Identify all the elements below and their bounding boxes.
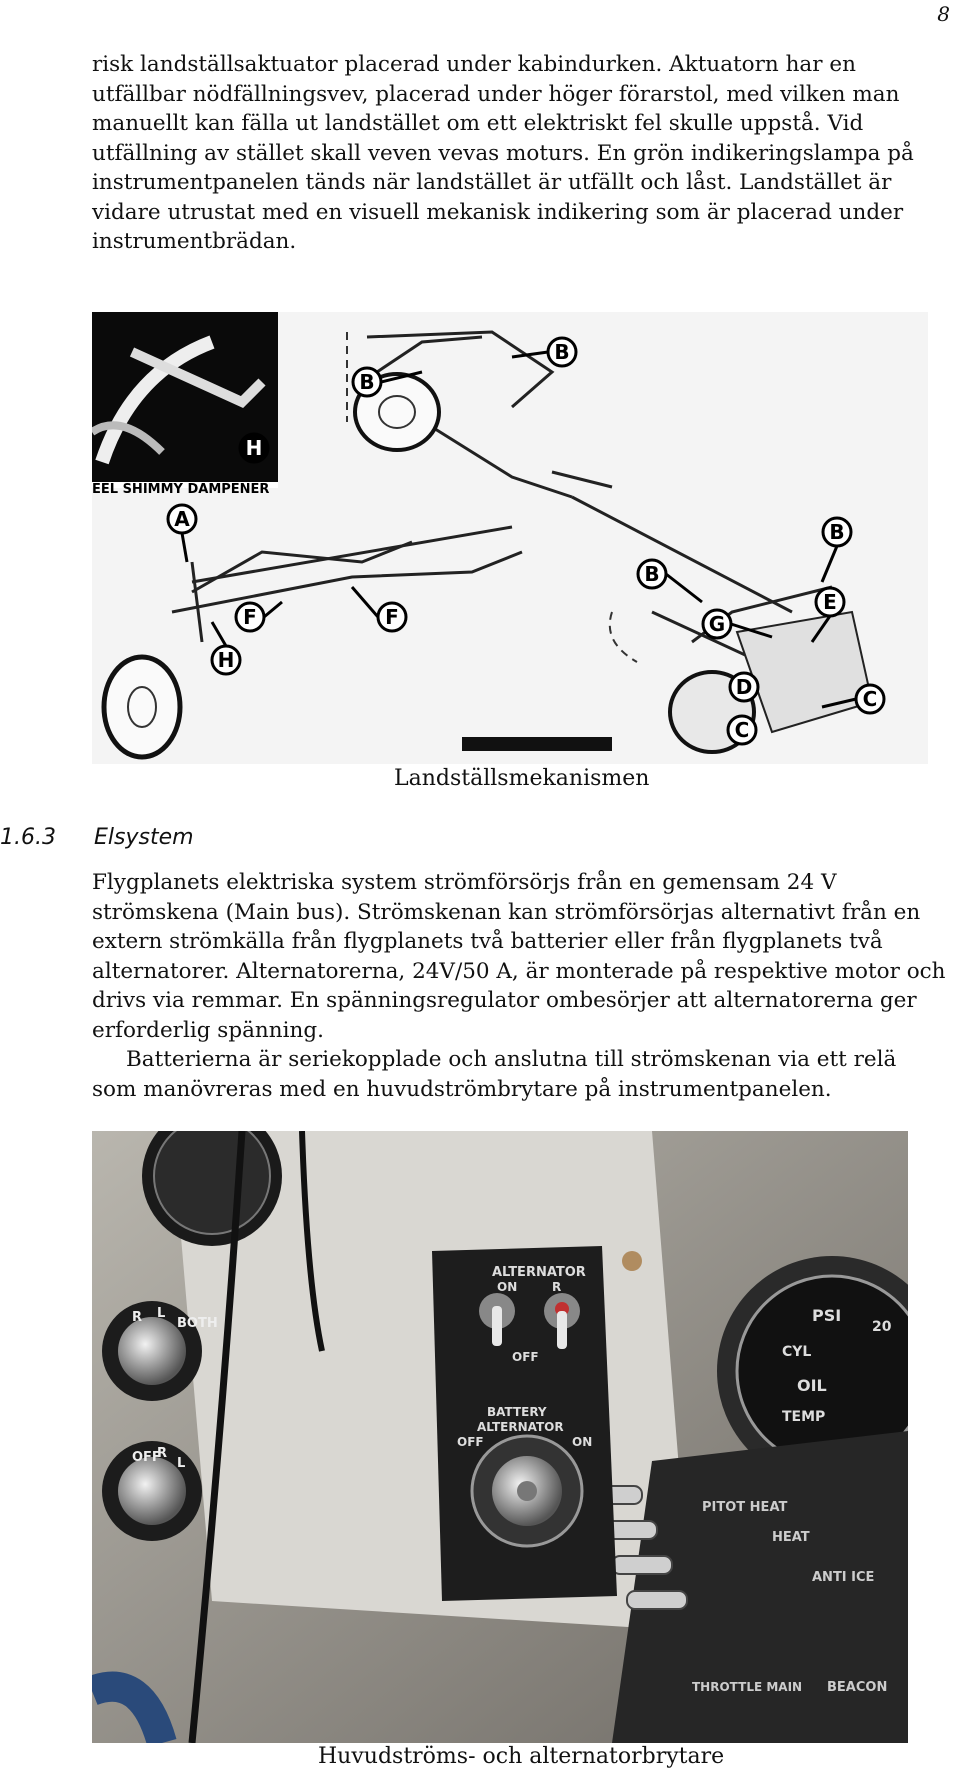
section-number: 1.6.3 xyxy=(0,825,56,850)
label-alt-r: R xyxy=(552,1280,562,1294)
callout-c1: C xyxy=(862,687,878,711)
label-battery-off: OFF xyxy=(457,1435,484,1449)
label-battery-alternator: ALTERNATOR xyxy=(477,1420,564,1434)
label-alternator: ALTERNATOR xyxy=(492,1265,586,1280)
gauge-oil: OIL xyxy=(797,1376,827,1395)
switch-panel-caption: Huvudströms- och alternatorbrytare xyxy=(318,1744,725,1769)
label-beacon: BEACON xyxy=(827,1680,888,1695)
label-anti-ice: ANTI ICE xyxy=(812,1570,875,1585)
mag2-l: L xyxy=(177,1456,186,1471)
section-title: Elsystem xyxy=(94,825,194,850)
alternator-right-toggle xyxy=(557,1311,567,1349)
page-number: 8 xyxy=(937,2,950,26)
switch-panel-drawing xyxy=(92,1131,908,1743)
callout-h2: H xyxy=(217,648,235,672)
gauge-cyl: CYL xyxy=(782,1344,812,1360)
alternator-left-toggle xyxy=(492,1306,502,1346)
section-heading xyxy=(0,824,194,852)
callout-g: G xyxy=(708,612,726,636)
callout-d: D xyxy=(735,675,753,699)
mag2-off: OFF xyxy=(132,1450,161,1465)
label-alt-off: OFF xyxy=(512,1350,539,1364)
callout-b3: B xyxy=(829,520,845,544)
inset-label: EEL SHIMMY DAMPENER xyxy=(92,482,270,497)
landing-gear-drawing xyxy=(92,312,928,764)
label-alt-on: ON xyxy=(497,1280,518,1294)
gauge-20: 20 xyxy=(872,1319,892,1335)
callout-h1: H xyxy=(245,436,263,460)
label-pitot-heat: PITOT HEAT xyxy=(702,1500,788,1515)
electrical-paragraph-2: Batterierna är seriekopplade och anslutna till strömskenan via ett relä som manövreras med en huvudströmbrytare på instrumentpanelen. xyxy=(92,1047,897,1102)
callout-e: E xyxy=(823,590,837,614)
gauge-psi: PSI xyxy=(812,1306,842,1325)
label-battery: BATTERY xyxy=(487,1405,547,1419)
label-throttle-main: THROTTLE MAIN xyxy=(692,1680,803,1694)
mag1-both: BOTH xyxy=(177,1316,218,1331)
callout-a: A xyxy=(174,507,190,531)
callout-f2: F xyxy=(385,605,399,629)
electrical-paragraph-1: Flygplanets elektriska system strömförsörjs från en gemensam 24 V strömskena (Main bus). Strömskenan kan strömförsörjas alternativt från en extern strömkälla från flygplanets två batterier eller från flygplanets två alternatorer. Alternatorerna, 24V/50 A, är monterade på respektive motor och drivs via remmar. En spänningsregulator ombesörjer att alternatorerna ger erforderlig spänning. xyxy=(92,870,946,1043)
electrical-text xyxy=(92,868,947,1104)
switch-panel-photo xyxy=(92,1131,908,1743)
mag1-off: R xyxy=(132,1310,143,1325)
intro-paragraph: risk landställsaktuator placerad under kabindurken. Aktuatorn har en utfällbar nödfällningsvev, placerad under höger förarstol, med vilken man manuellt kan fälla ut landstället om ett elektriskt fel skulle uppstå. Vid utfällning av stället skall veven vevas moturs. En grön indikeringslampa på instrumentpanelen tänds när landstället är utfällt och låst. Landstället är vidare utrustat med en visuell mekanisk indikering som är placerad under instrumentbrädan. xyxy=(92,52,914,254)
callout-c2: C xyxy=(734,718,750,742)
label-heat: HEAT xyxy=(772,1530,810,1545)
label-battery-on: ON xyxy=(572,1435,593,1449)
callout-b4: B xyxy=(644,562,660,586)
gauge-temp: TEMP xyxy=(782,1409,826,1425)
landing-gear-caption: Landställsmekanismen xyxy=(394,766,650,791)
callout-b2: B xyxy=(554,340,570,364)
mag2-r: R xyxy=(157,1446,168,1461)
callout-f1: F xyxy=(243,605,257,629)
callout-b1: B xyxy=(359,370,375,394)
left-main-wheel xyxy=(104,657,180,757)
mag1-r: L xyxy=(157,1306,166,1321)
landing-gear-figure xyxy=(92,312,928,764)
